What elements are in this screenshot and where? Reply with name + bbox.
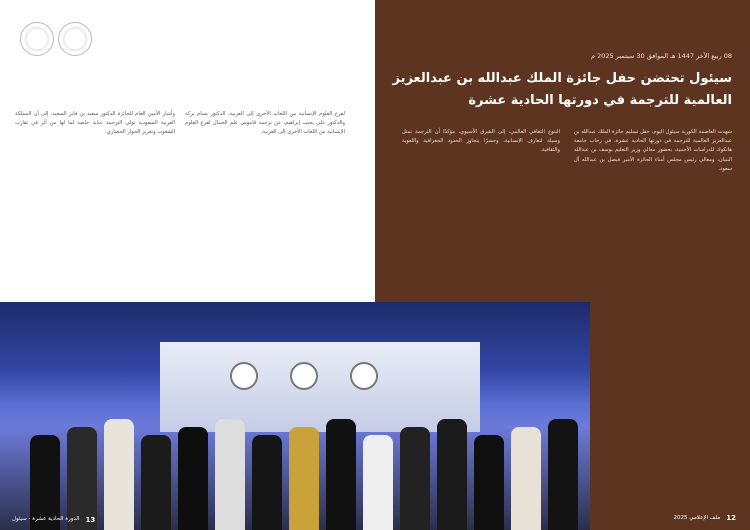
- right-paragraph-2: التنوع الثقافي العالمي، إلى الشرق الآسيوي، مؤكدًا أن الترجمة تمثل وسيلة لتعارف الإنسانية، وجسرًا يتجاوز الحدود الجغرافية واللغوية والثقافية.: [402, 129, 560, 154]
- right-column-1: [574, 128, 732, 178]
- article-title: سيئول تحتضن حفل جائزة الملك عبدالله بن عبدالعزيز العالمية للترجمة في دورتها الحادية عشرة: [392, 71, 732, 108]
- right-column-2: [402, 128, 560, 160]
- person-figure: [511, 427, 541, 530]
- logo-group: [20, 22, 92, 56]
- person-figure: [326, 419, 356, 530]
- footer-left: [12, 516, 95, 524]
- university-logo-icon: [58, 22, 92, 56]
- stage-logo-icon: [290, 362, 318, 390]
- award-logo-icon: [20, 22, 54, 56]
- article-date: 08 ربيع الآخر 1447 هـ الموافق 30 سبتمبر 2025 م: [590, 52, 732, 60]
- person-figure: [289, 427, 319, 530]
- stage-backdrop: [160, 342, 480, 432]
- page-number-right: 12: [726, 514, 736, 522]
- left-column-1: [185, 110, 345, 142]
- person-figure: [474, 435, 504, 530]
- brown-panel: [590, 302, 750, 530]
- person-figure: [178, 427, 208, 530]
- person-figure: [437, 419, 467, 530]
- footer-right: [674, 514, 736, 522]
- person-figure: [215, 419, 245, 530]
- ceremony-photo: [0, 302, 590, 530]
- left-paragraph-2: وأشار الأمين العام للجائزة الدكتور سعيد بن فايز السعيد، إلى أن المملكة العربية السعودية تولي الترجمة عناية خاصة لما لها من أثر في تقارب الشعوب وتعزيز الحوار الحضاري.: [15, 111, 175, 136]
- person-figure: [252, 435, 282, 530]
- stage-logo-icon: [350, 362, 378, 390]
- person-figure: [548, 419, 578, 530]
- left-paragraph-1: لفرع العلوم الإنسانية من اللغات الأخرى إلى العربية، الدكتور بسام بركة والدكتور علي نجيب إبراهيم، عن ترجمة قاموس علم الجمال لفرع العلوم الإنسانية من اللغات الأخرى إلى العربية.: [185, 111, 345, 136]
- person-figure: [400, 427, 430, 530]
- footer-right-text: ملف الإعلامي 2025: [673, 515, 721, 521]
- stage-logo-icon: [230, 362, 258, 390]
- person-figure: [104, 419, 134, 530]
- page-number-left: 13: [85, 516, 96, 524]
- left-column-2: [15, 110, 175, 142]
- person-figure: [363, 435, 393, 530]
- person-figure: [141, 435, 171, 530]
- right-paragraph-1: شهدت العاصمة الكورية سيئول اليوم، حفل تسليم جائزة الملك عبدالله بن عبدالعزيز العالمية للترجمة في دورتها الحادية عشرة، في رحاب جامعة هانكوك للدراسات الأجنبية، بحضور معالي وزير التعليم يوسف بن عبدالله البنيان، ومعالي رئيس مجلس أمناء الجائزة الأمير فيصل بن عبدالله آل سعود.: [574, 129, 732, 172]
- person-figure: [67, 427, 97, 530]
- footer-left-text: الدورة الحادية عشرة - سيئول: [12, 516, 80, 522]
